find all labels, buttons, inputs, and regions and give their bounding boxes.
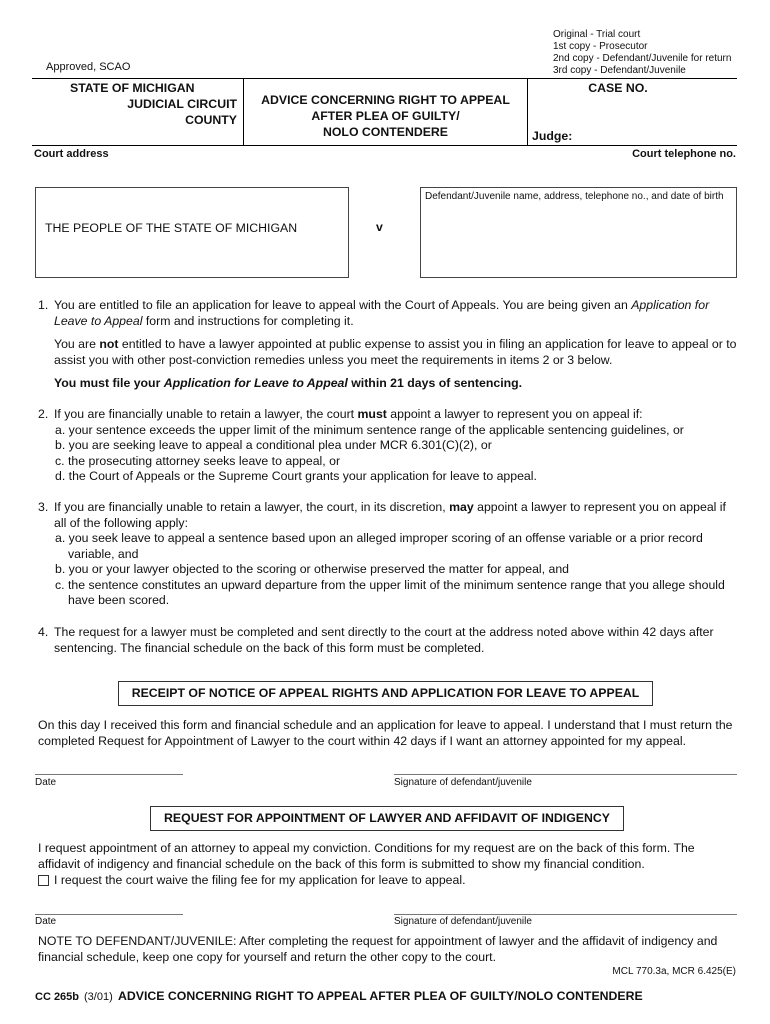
request-date-line[interactable] <box>35 914 183 915</box>
item-3a: a. you seek leave to appeal a sentence based upon an alleged improper scoring of an offense variable or a prior record variable, and <box>55 531 703 561</box>
request-heading: REQUEST FOR APPOINTMENT OF LAWYER AND AFFIDAVIT OF INDIGENCY <box>150 806 624 831</box>
waive-fee-checkbox[interactable] <box>38 875 49 886</box>
item-1-paragraph-3 <box>54 376 738 392</box>
judge-label: Judge: <box>532 129 573 143</box>
item-4-text: The request for a lawyer must be completed and sent directly to the court at the address noted above within 42 days after sentencing. The financial schedule on the back of this form must be completed. <box>54 625 714 655</box>
header-bottom-line <box>32 145 737 146</box>
item-2-must: must <box>357 407 387 421</box>
form-title-line-1: ADVICE CONCERNING RIGHT TO APPEAL <box>261 93 510 107</box>
item-3b: b. you or your lawyer objected to the scoring or otherwise preserved the matter for appeal, and <box>55 562 570 576</box>
receipt-date-line[interactable] <box>35 774 183 775</box>
item-3 <box>38 500 738 609</box>
item-2b: b. you are seeking leave to appeal a conditional plea under MCR 6.301(C)(2), or <box>55 438 492 452</box>
p2-text-b: entitled to have a lawyer appointed at public expense to assist you in filing an application for leave to appeal or to assist you with other post-conviction remedies unless you meet the requirements in items 2 or 3 below. <box>54 337 737 367</box>
citation: MCL 770.3a, MCR 6.425(E) <box>612 966 736 977</box>
state-label: STATE OF MICHIGAN <box>70 81 195 95</box>
item-2-number: 2. <box>38 407 49 421</box>
copy-distribution <box>553 29 753 77</box>
item-3-number: 3. <box>38 500 49 514</box>
item-1-text-b: form and instructions for completing it. <box>142 313 354 328</box>
receipt-date-label: Date <box>35 777 57 788</box>
judicial-circuit-label: JUDICIAL CIRCUIT <box>127 97 237 111</box>
item-2-text-a: If you are financially unable to retain a lawyer, the court <box>54 407 358 421</box>
approved-label: Approved, SCAO <box>46 61 131 73</box>
item-3-may: may <box>449 500 474 514</box>
footer-title: ADVICE CONCERNING RIGHT TO APPEAL AFTER PLEA OF GUILTY/NOLO CONTENDERE <box>118 989 643 1003</box>
court-phone-label: Court telephone no. <box>632 148 736 160</box>
item-3-text-a: If you are financially unable to retain a lawyer, the court, in its discretion, <box>54 500 450 514</box>
receipt-signature-label: Signature of defendant/juvenile <box>394 777 532 788</box>
versus-label: v <box>376 220 383 234</box>
defendant-box[interactable] <box>420 187 737 278</box>
item-1-text-a: You are entitled to file an application for leave to appeal with the Court of Appeals. You are being given an <box>54 298 632 312</box>
item-3-text-b: appoint a lawyer to represent you on appeal if all of the following apply: <box>54 500 726 530</box>
defendant-label: Defendant/Juvenile name, address, telephone no., and date of birth <box>425 191 724 202</box>
p2-text-a: You are <box>54 337 100 351</box>
copy-third: 3rd copy - Defendant/Juvenile <box>553 65 686 76</box>
item-2c: c. the prosecuting attorney seeks leave to appeal, or <box>55 453 341 468</box>
request-signature-line[interactable] <box>394 914 737 915</box>
p2-not: not <box>99 337 119 351</box>
waive-fee-label: I request the court waive the filing fee for my application for leave to appeal. <box>54 873 466 887</box>
request-date-label: Date <box>35 916 57 927</box>
copy-second: 2nd copy - Defendant/Juvenile for return <box>553 53 732 64</box>
plaintiff-name: THE PEOPLE OF THE STATE OF MICHIGAN <box>45 221 298 235</box>
receipt-signature-line[interactable] <box>394 774 737 775</box>
form-number: CC 265b <box>35 991 80 1003</box>
item-3c: c. the sentence constitutes an upward departure from the upper limit of the minimum sentence range that you allege should have been scored. <box>55 577 725 607</box>
header-top-line <box>32 78 737 79</box>
case-no-label: CASE NO. <box>588 81 648 95</box>
item-1 <box>38 298 738 329</box>
request-text: I request appointment of an attorney to appeal my conviction. Conditions for my request are on the back of this form. The affidavit of indigency and financial schedule on the back of this form is submitted to show my financial condition. <box>38 841 695 871</box>
item-2d: d. the Court of Appeals or the Supreme Court grants your application for leave to appeal. <box>55 469 537 483</box>
item-2-text-b: appoint a lawyer to represent you on appeal if: <box>386 407 643 421</box>
receipt-heading: RECEIPT OF NOTICE OF APPEAL RIGHTS AND APPLICATION FOR LEAVE TO APPEAL <box>118 681 653 706</box>
p3-text-b: within 21 days of sentencing. <box>347 376 523 390</box>
item-2a: a. your sentence exceeds the upper limit of the minimum sentence range of the applicable sentencing guidelines, or <box>55 422 684 437</box>
item-4-number: 4. <box>38 625 49 639</box>
item-2 <box>38 407 738 485</box>
note-to-defendant: NOTE TO DEFENDANT/JUVENILE: After completing the request for appointment of lawyer and the affidavit of indigency and financial schedule, keep one copy for yourself and return the other copy to the court. <box>38 934 718 964</box>
copy-first: 1st copy - Prosecutor <box>553 41 648 52</box>
item-1-number: 1. <box>38 298 49 312</box>
item-1-paragraph-2 <box>54 337 738 368</box>
form-title-line-3: NOLO CONTENDERE <box>322 125 449 139</box>
form-revision: (3/01) <box>84 991 113 1003</box>
county-label: COUNTY <box>185 113 237 127</box>
item-1-form-name: Application for Leave to Appeal <box>54 298 710 328</box>
court-address-label: Court address <box>34 148 109 160</box>
form-title <box>244 92 527 140</box>
form-title-line-2: AFTER PLEA OF GUILTY/ <box>311 109 460 123</box>
copy-original: Original - Trial court <box>553 29 641 40</box>
plaintiff-box <box>35 187 349 278</box>
p3-form-name: Application for Leave to Appeal <box>163 376 348 390</box>
request-signature-label: Signature of defendant/juvenile <box>394 916 532 927</box>
item-4 <box>38 625 738 656</box>
receipt-text: On this day I received this form and financial schedule and an application for leave to appeal. I understand that I must return the completed Request for Appointment of Lawyer to the court within 42 days if I want an attorney appointed for my appeal. <box>38 718 733 748</box>
p3-text-a: You must file your <box>54 376 164 390</box>
